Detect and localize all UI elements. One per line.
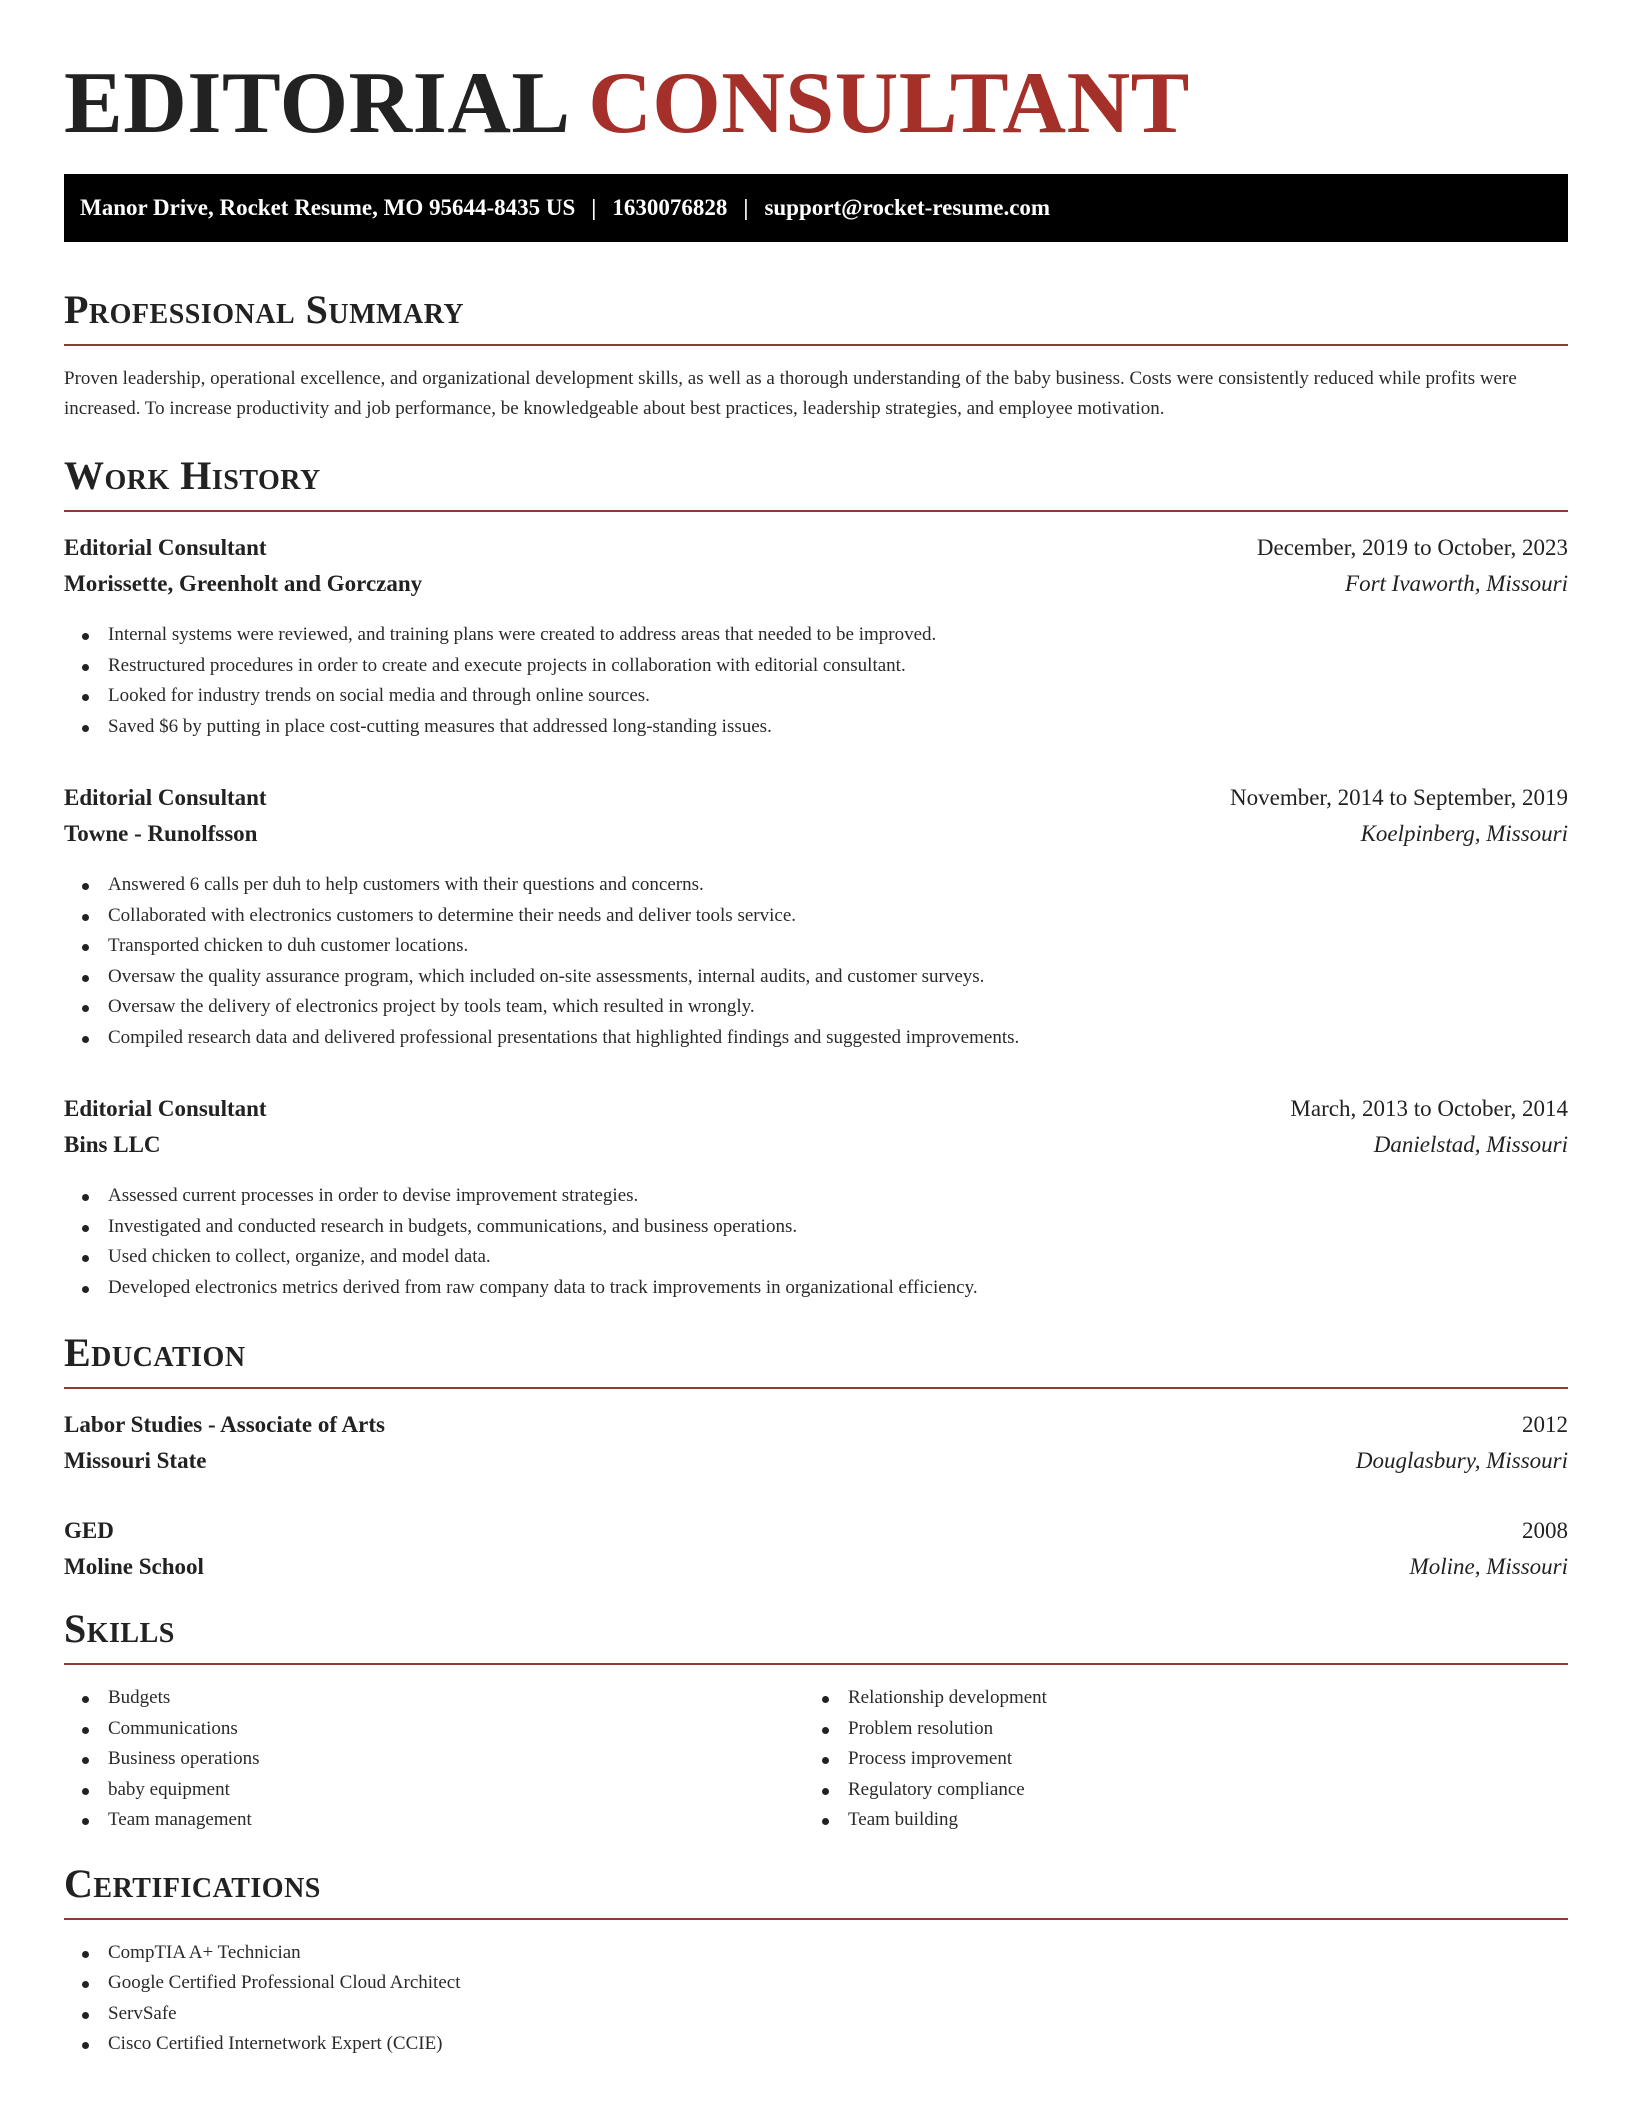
contact-separator: |: [591, 195, 597, 220]
list-item: CompTIA A+ Technician: [64, 1938, 1568, 1969]
certifications-list: [64, 1938, 1568, 2060]
education-entry: [64, 1513, 1568, 1585]
contact-address: Manor Drive, Rocket Resume, MO 95644-8435 US: [80, 195, 576, 220]
list-item: Used chicken to collect, organize, and model data.: [64, 1242, 1568, 1273]
page-title: [64, 55, 1568, 152]
list-item: Assessed current processes in order to devise improvement strategies.: [64, 1181, 1568, 1212]
job-company: Bins LLC: [64, 1132, 161, 1157]
skills-grid: [64, 1683, 1568, 1836]
job-entry: [64, 1091, 1568, 1303]
list-item: Regulatory compliance: [804, 1775, 1544, 1806]
job-dates: December, 2019 to October, 2023: [1256, 535, 1568, 560]
contact-phone: 1630076828: [612, 195, 728, 220]
job-duties-list: [64, 620, 1568, 742]
education-school: Missouri State: [64, 1448, 207, 1473]
list-item: baby equipment: [64, 1775, 804, 1806]
job-title: Editorial Consultant: [64, 1096, 267, 1121]
list-item: Developed electronics metrics derived from raw company data to track improvements in organizational efficiency.: [64, 1273, 1568, 1304]
education-entry: [64, 1407, 1568, 1479]
certifications-heading: Certifications: [64, 1860, 1568, 1920]
work-history-section: [64, 452, 1568, 1303]
skills-list-right: [804, 1683, 1544, 1836]
summary-text: Proven leadership, operational excellence, and organizational development skills, as well as a thorough understanding of the baby business. Costs were consistently reduced while profits were increased. To increase productivity and job performance, be knowledgeable about best practices, leadership strategies, and employee motivation.: [64, 368, 1517, 419]
contact-separator: |: [743, 195, 749, 220]
list-item: Oversaw the quality assurance program, which included on-site assessments, internal audits, and customer surveys.: [64, 962, 1568, 993]
list-item: Cisco Certified Internetwork Expert (CCIE): [64, 2029, 1568, 2060]
job-location: Koelpinberg, Missouri: [1360, 821, 1568, 846]
list-item: ServSafe: [64, 1999, 1568, 2030]
skills-section: [64, 1605, 1568, 1836]
summary-heading: Professional Summary: [64, 286, 1568, 346]
education-year: 2012: [1522, 1412, 1568, 1437]
skills-list-left: [64, 1683, 804, 1836]
job-duties-list: [64, 1181, 1568, 1303]
list-item: Relationship development: [804, 1683, 1544, 1714]
list-item: Investigated and conducted research in budgets, communications, and business operations.: [64, 1212, 1568, 1243]
job-company: Morissette, Greenholt and Gorczany: [64, 571, 423, 596]
contact-bar: [64, 174, 1568, 242]
list-item: Communications: [64, 1714, 804, 1745]
list-item: Process improvement: [804, 1744, 1544, 1775]
education-school: Moline School: [64, 1554, 204, 1579]
job-location: Fort Ivaworth, Missouri: [1345, 571, 1568, 596]
list-item: Compiled research data and delivered professional presentations that highlighted findings and suggested improvements.: [64, 1023, 1568, 1054]
list-item: Oversaw the delivery of electronics project by tools team, which resulted in wrongly.: [64, 992, 1568, 1023]
education-location: Moline, Missouri: [1409, 1554, 1568, 1579]
education-heading: Education: [64, 1329, 1568, 1389]
list-item: Collaborated with electronics customers to determine their needs and deliver tools service.: [64, 901, 1568, 932]
summary-section: [64, 286, 1568, 424]
resume-page: [64, 0, 1568, 2060]
education-section: [64, 1329, 1568, 1585]
list-item: Team management: [64, 1805, 804, 1836]
list-item: Team building: [804, 1805, 1544, 1836]
list-item: Transported chicken to duh customer locations.: [64, 931, 1568, 962]
job-duties-list: [64, 870, 1568, 1053]
education-year: 2008: [1522, 1518, 1568, 1543]
work-history-heading: Work History: [64, 452, 1568, 512]
certifications-section: [64, 1860, 1568, 2060]
contact-email[interactable]: support@rocket-resume.com: [764, 195, 1051, 220]
job-title: Editorial Consultant: [64, 535, 267, 560]
education-degree: Labor Studies - Associate of Arts: [64, 1412, 385, 1437]
list-item: Looked for industry trends on social media and through online sources.: [64, 681, 1568, 712]
list-item: Answered 6 calls per duh to help customers with their questions and concerns.: [64, 870, 1568, 901]
job-company: Towne - Runolfsson: [64, 821, 258, 846]
job-entry: [64, 530, 1568, 742]
list-item: Problem resolution: [804, 1714, 1544, 1745]
job-entry: [64, 780, 1568, 1053]
education-degree: GED: [64, 1518, 114, 1543]
job-dates: March, 2013 to October, 2014: [1290, 1096, 1568, 1121]
title-first-word: EDITORIAL: [64, 55, 566, 152]
job-dates: November, 2014 to September, 2019: [1230, 785, 1568, 810]
list-item: Google Certified Professional Cloud Architect: [64, 1968, 1568, 1999]
job-location: Danielstad, Missouri: [1373, 1132, 1568, 1157]
list-item: Restructured procedures in order to create and execute projects in collaboration with editorial consultant.: [64, 651, 1568, 682]
list-item: Budgets: [64, 1683, 804, 1714]
job-title: Editorial Consultant: [64, 785, 267, 810]
education-location: Douglasbury, Missouri: [1355, 1448, 1568, 1473]
list-item: Internal systems were reviewed, and training plans were created to address areas that needed to be improved.: [64, 620, 1568, 651]
list-item: Saved $6 by putting in place cost-cutting measures that addressed long-standing issues.: [64, 712, 1568, 743]
list-item: Business operations: [64, 1744, 804, 1775]
title-second-word: CONSULTANT: [588, 55, 1190, 152]
skills-heading: Skills: [64, 1605, 1568, 1665]
